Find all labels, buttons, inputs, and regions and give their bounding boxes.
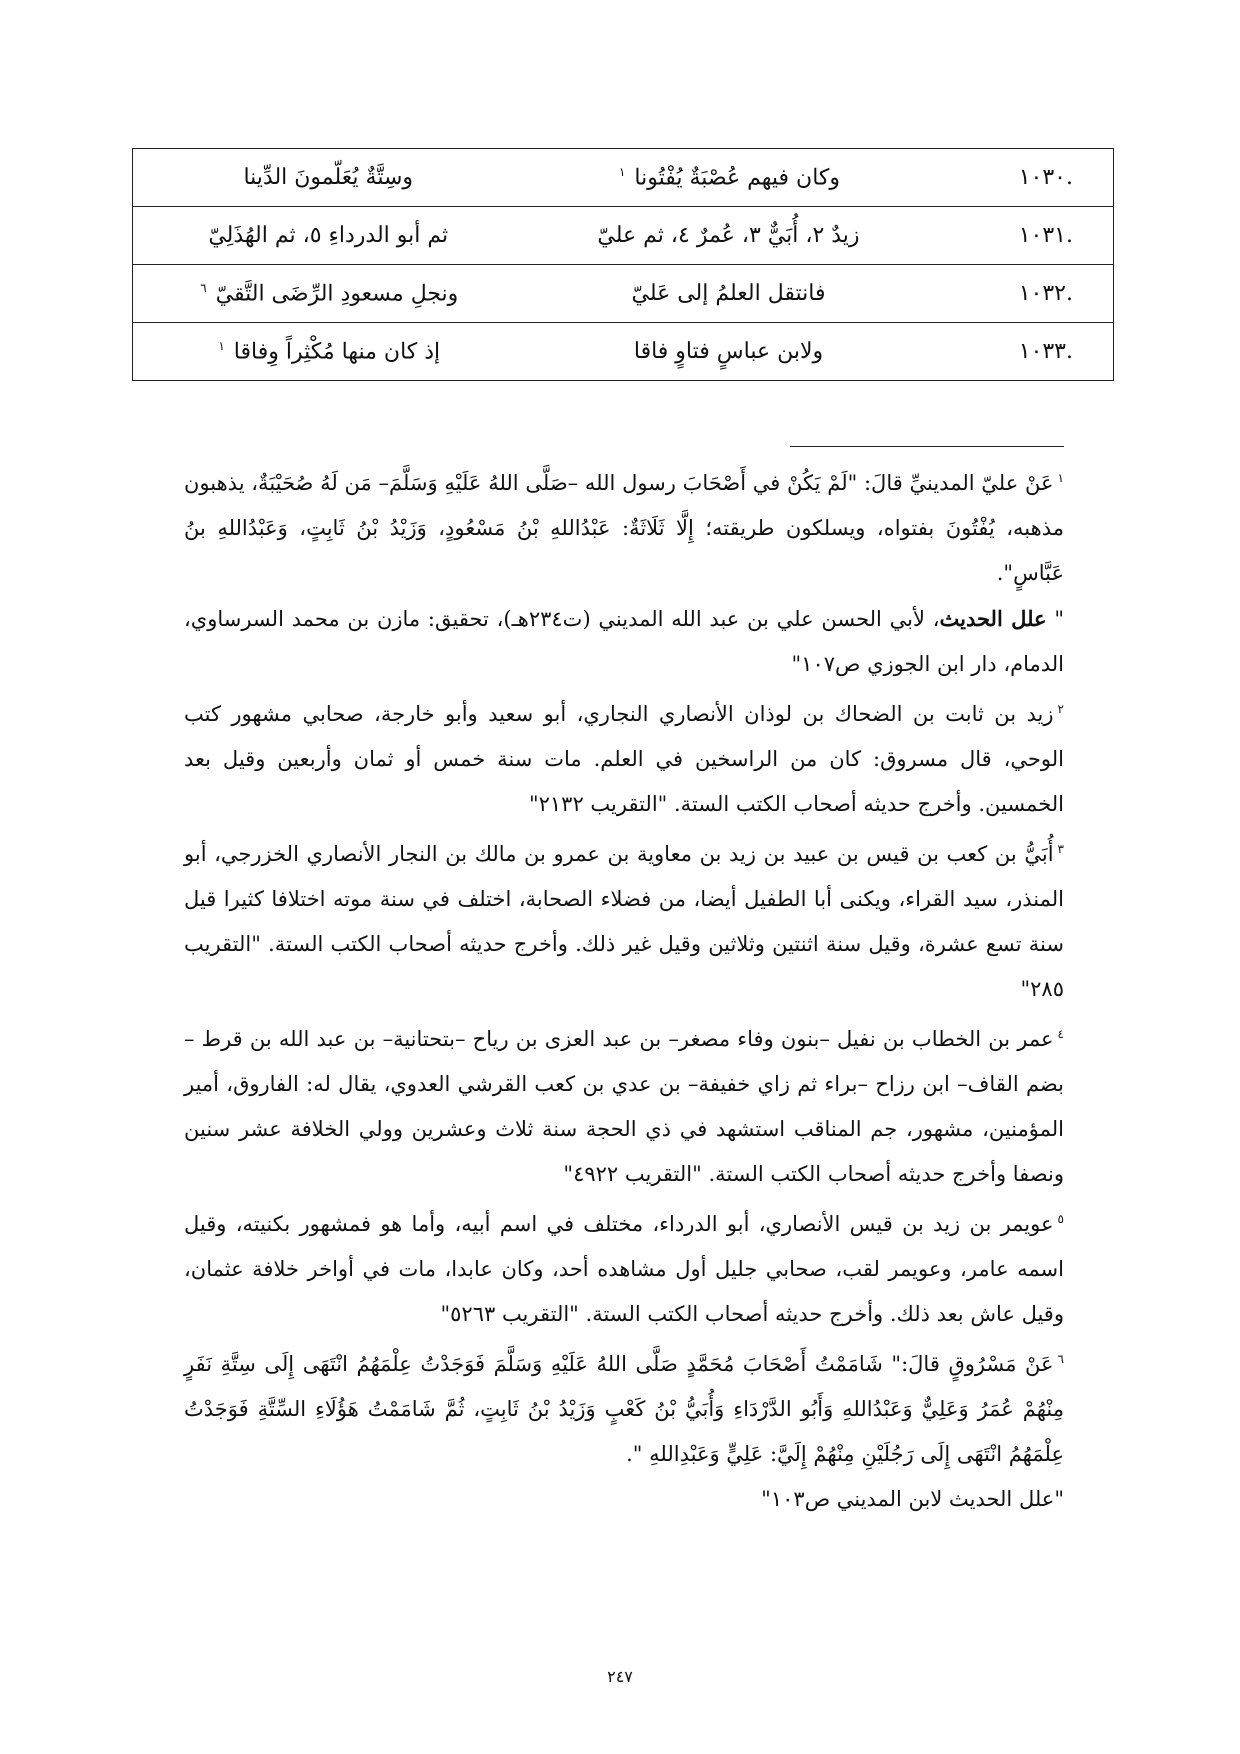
verse-second-hemistich: ثم أبو الدرداءِ ٥، ثم الهُذَلِيّ: [133, 207, 524, 265]
verse-second-hemistich: إذ كان منها مُكْثِراً وِفاقا $^١$: [133, 323, 524, 381]
footnote-mark: ٢: [1057, 702, 1064, 716]
footnote-mark: ٦: [1057, 1352, 1064, 1366]
footnote-text: عَنْ مَسْرُوقٍ قالَ:" شَامَمْتُ أَصْحَابَ مُحَمَّدٍ صَلَّى اللهُ عَلَيْهِ وَسَلَّمَ فَوَجَدْتُ عِلْمَهُمُ انْتَهَى إِلَى سِتَّةِ نَفَرٍ مِنْهُمْ عُمَرُ وَعَلِيٌّ وَعَبْدُاللهِ وَأَبُو الدَّرْدَاءِ وَأُبَيُّ بْنُ كَعْبٍ وَزَيْدُ بْنُ ثَابِتٍ، ثُمَّ شَامَمْتُ هَؤُلَاءِ السِّتَّةِ فَوَجَدْتُ عِلْمَهُمُ انْتَهَى إِلَى رَجُلَيْنِ مِنْهُمْ إِلَيَّ: عَلِيٍّ وَعَبْدِاللهِ ".: [184, 1352, 1064, 1466]
verse-number: .١٠٣٢: [934, 265, 1114, 323]
verse-second-hemistich: وسِتَّةٌ يُعَلّمونَ الدِّينا: [133, 149, 524, 207]
footnote-text: عويمر بن زيد بن قيس الأنصاري، أبو الدرداء، مختلف في اسم أبيه، وأما هو فمشهور بكنيته، وقيل اسمه عامر، وعويمر لقب، صحابي جليل أول مشاهده أحد، وكان عابدا، مات في أواخر خلافة عثمان، وقيل عاش بعد ذلك. وأخرج حديثه أصحاب الكتب الستة. "التقريب ٥٢٦٣": [184, 1212, 1064, 1326]
verse-first-hemistich: زيدٌ ٢، أُبَيٌّ ٣، عُمرٌ ٤، ثم عليّ: [524, 207, 934, 265]
book-title: علل الحديث: [939, 606, 1047, 631]
footnote-citation: " علل الحديث، لأبي الحسن علي بن عبد الله المديني (ت٢٣٤هـ)، تحقيق: مازن بن محمد السرساوي، الدمام، دار ابن الجوزي ص١٠٧": [184, 606, 1064, 676]
footnote-6: [184, 1337, 1064, 1522]
footnote-text: عمر بن الخطاب بن نفيل –بنون وفاء مصغر– بن عبد العزى بن رياح –بتحتانية– بن عبد الله بن قرط –بضم القاف– ابن رزاح –براء ثم زاي خفيفة– بن عدي بن كعب القرشي العدوي، يقال له: الفاروق، أمير المؤمنين، مشهور، جم المناقب استشهد في ذي الحجة سنة ثلاث وعشرين وولي الخلافة عشر سنين ونصفا وأخرج حديثه أصحاب الكتب الستة. "التقريب ٤٩٢٢": [184, 1027, 1064, 1186]
verse-row: [133, 323, 1114, 381]
verse-first-hemistich: وكان فيهم عُصْبَةٌ يُفْتُونا $^١$: [524, 149, 934, 207]
footnote-text: عَنْ عليّ المدينيِّ قالَ: "لَمْ يَكُنْ في أَصْحَابَ رسول الله –صَلَّى اللهُ عَلَيْهِ وَسَلَّمَ– مَن لَهُ صُحَيْبَةٌ، يذهبون مذهبه، يُفْتُونَ بفتواه، ويسلكون طريقته؛ إِلَّا ثَلَاثَةٌ: عَبْدُاللهِ بْنُ مَسْعُودٍ، وَزَيْدُ بْنُ ثَابِتٍ، وَعَبْدُاللهِ بنُ عَبَّاسٍ".: [184, 471, 1064, 585]
footnote-text: أُبَيُّ بن كعب بن قيس بن عبيد بن زيد بن معاوية بن عمرو بن مالك بن النجار الأنصاري الخزرجي، أبو المنذر، سيد القراء، ويكنى أبا الطفيل أيضا، من فضلاء الصحابة، اختلف في سنة موته اختلافا كثيرا قيل سنة تسع عشرة، وقيل سنة اثنتين وثلاثين وقيل غير ذلك. وأخرج حديثه أصحاب الكتب الستة. "التقريب ٢٨٥": [184, 842, 1064, 1001]
footnote-mark: ٤: [1057, 1027, 1064, 1041]
verse-number: .١٠٣٠: [934, 149, 1114, 207]
verse-row: [133, 149, 1114, 207]
footnote-5: [184, 1197, 1064, 1337]
verses-table: [132, 148, 1114, 381]
footnote-1: [184, 456, 1064, 687]
footnote-ref: ١: [618, 164, 626, 179]
footnote-4: [184, 1012, 1064, 1197]
verse-row: [133, 207, 1114, 265]
footnote-3: [184, 827, 1064, 1012]
footnote-ref: ١: [218, 338, 225, 353]
footnote-separator: [790, 446, 1064, 447]
footnote-mark: ٥: [1057, 1212, 1064, 1226]
footnote-citation: "علل الحديث لابن المديني ص١٠٣": [761, 1487, 1064, 1511]
verse-second-hemistich: ونجلِ مسعودِ الرِّضَى التَّقيّ $^٦$: [133, 265, 524, 323]
verse-first-hemistich: ولابن عباسٍ فتاوٍ فاقا: [524, 323, 934, 381]
verse-row: [133, 265, 1114, 323]
footnote-text: زيد بن ثابت بن الضحاك بن لوذان الأنصاري النجاري، أبو سعيد وأبو خارجة، صحابي مشهور كتب الوحي، قال مسروق: كان من الراسخين في العلم. مات سنة خمس أو ثمان وأربعين وقيل بعد الخمسين. وأخرج حديثه أصحاب الكتب الستة. "التقريب ٢١٣٢": [184, 702, 1064, 816]
footnote-ref: ٦: [200, 280, 207, 295]
footnotes: [184, 456, 1064, 1522]
footnote-mark: ١: [1057, 471, 1064, 485]
verse-number: .١٠٣٣: [934, 323, 1114, 381]
footnote-mark: ٣: [1057, 842, 1064, 856]
verse-number: .١٠٣١: [934, 207, 1114, 265]
footnote-2: [184, 687, 1064, 827]
page-number: ٢٤٧: [607, 1667, 633, 1686]
verse-first-hemistich: فانتقل العلمُ إلى عَليّ: [524, 265, 934, 323]
